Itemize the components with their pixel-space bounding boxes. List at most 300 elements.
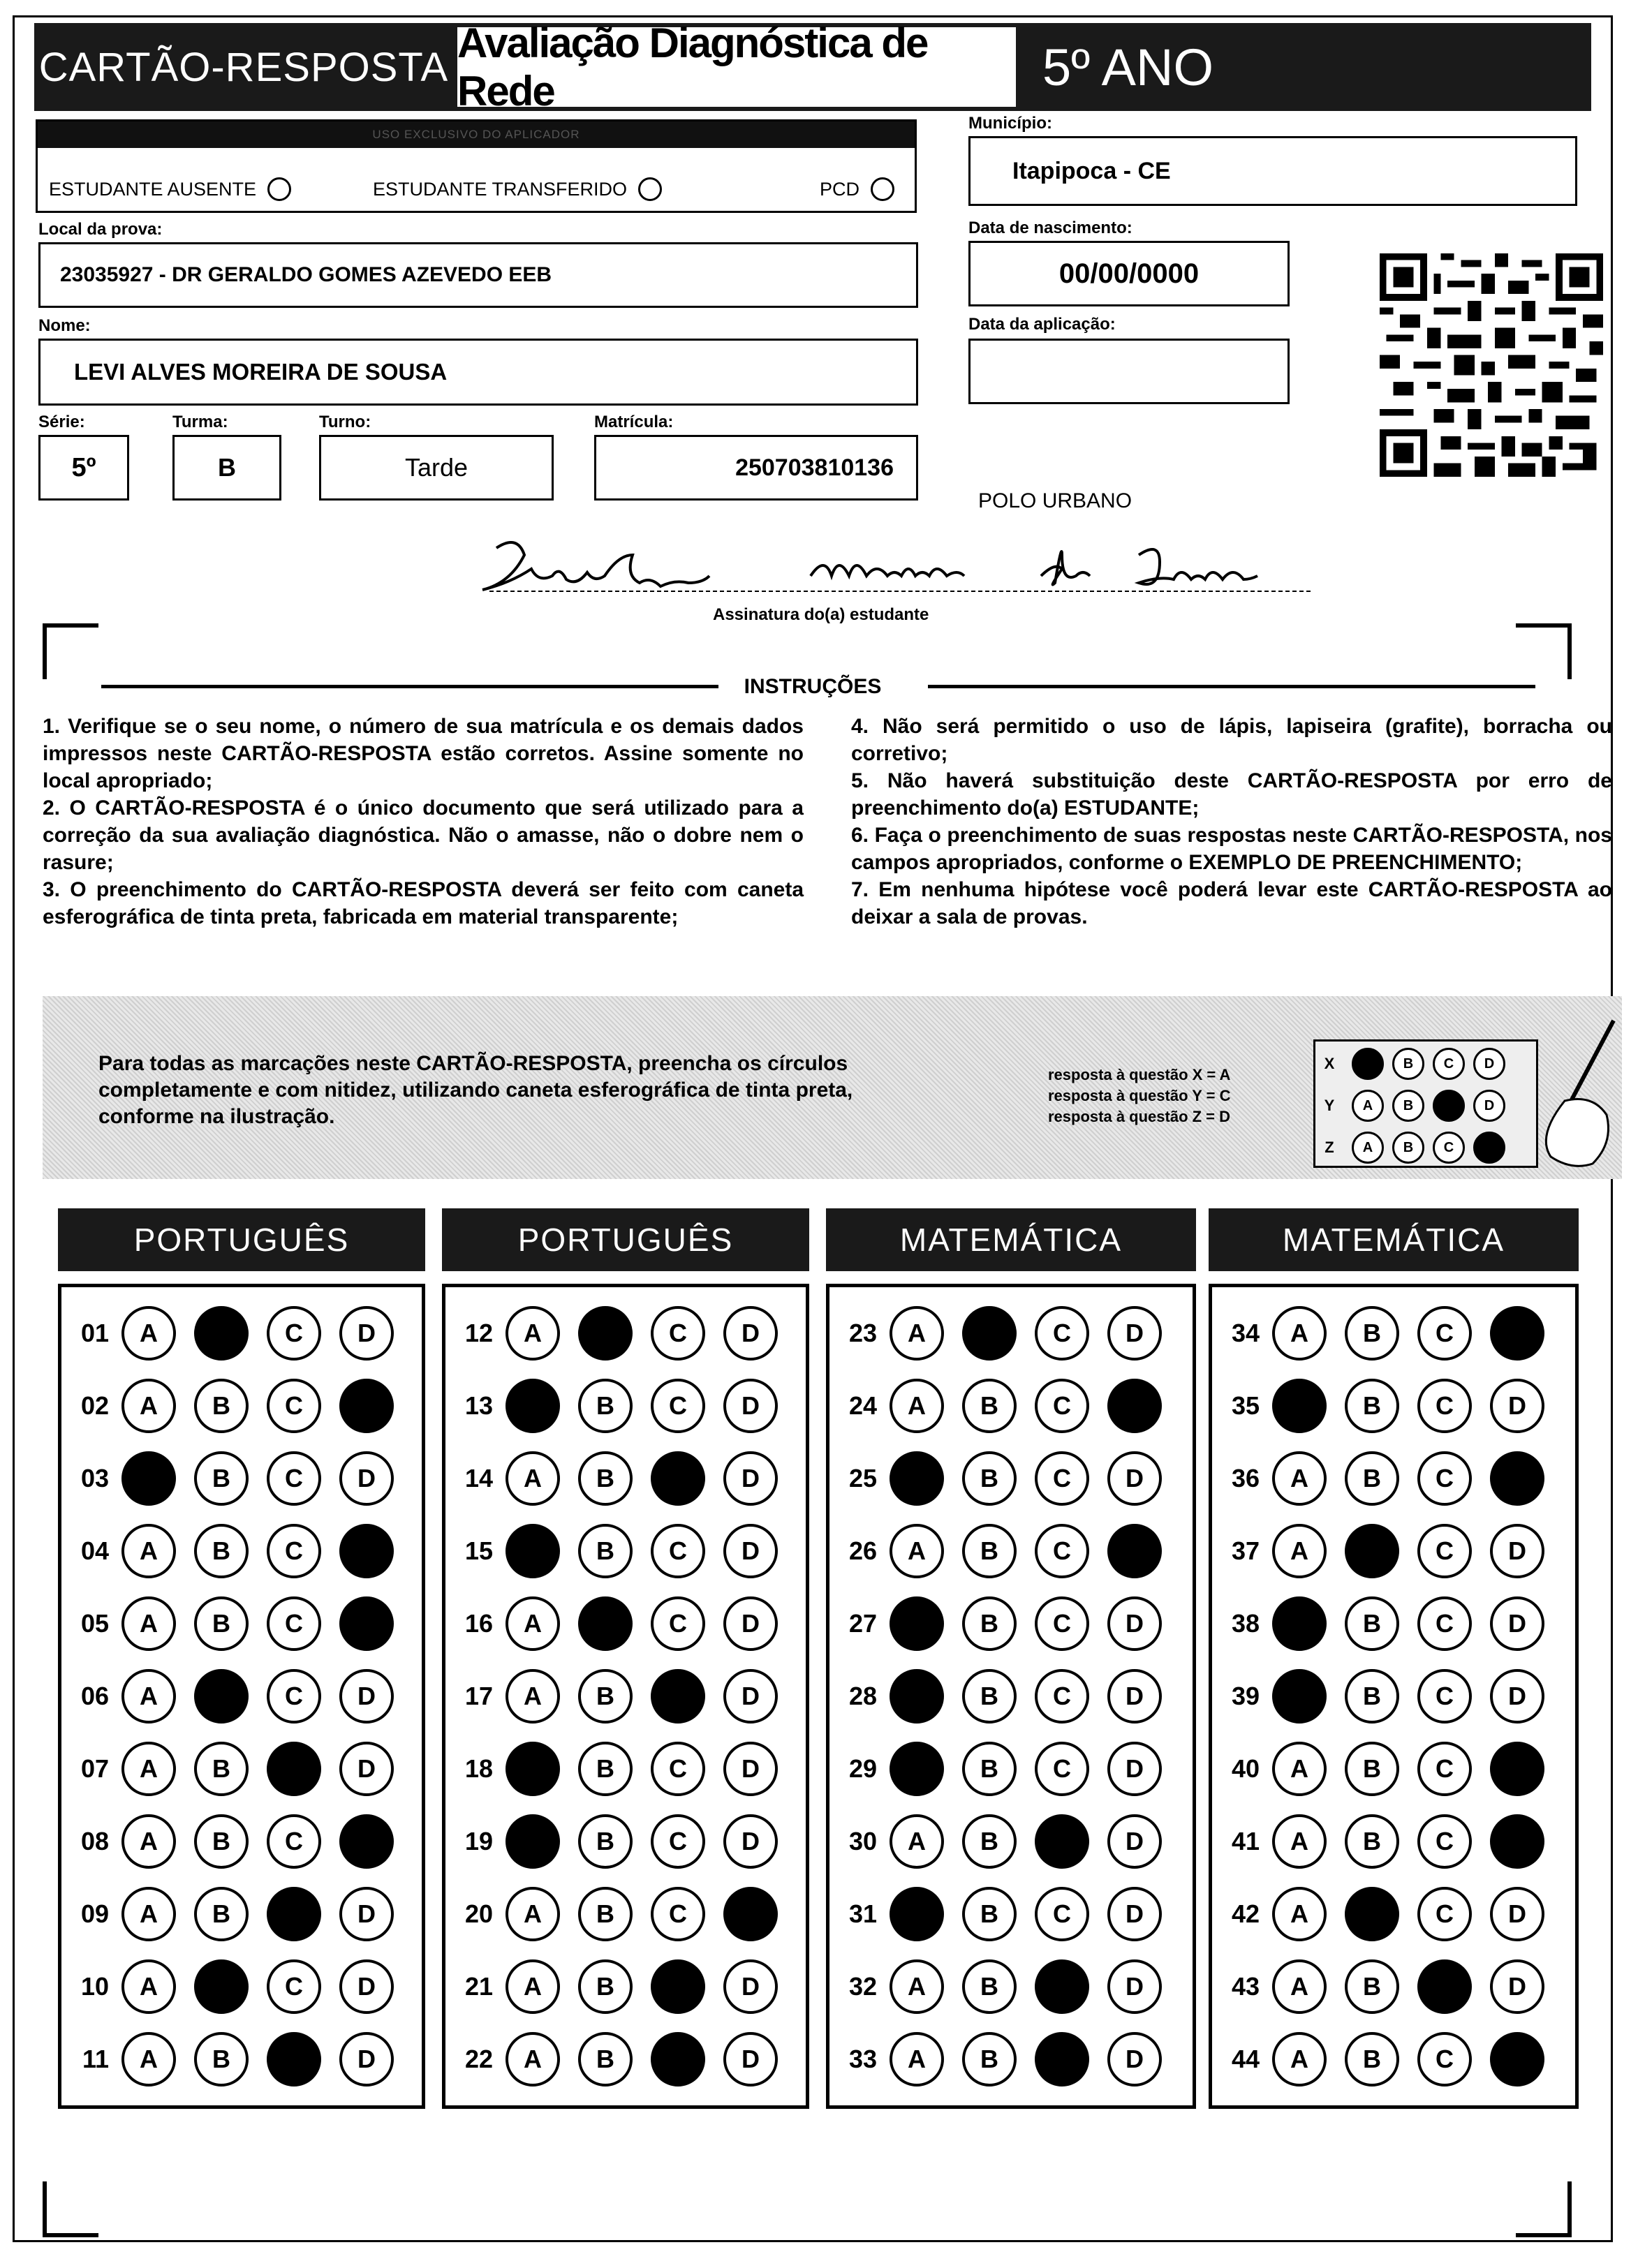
answer-bubble-a[interactable]: A <box>121 1887 176 1941</box>
question-row <box>61 1370 422 1442</box>
instructions-title: INSTRUÇÕES <box>744 675 882 698</box>
answer-bubble-c[interactable]: C <box>1417 1742 1472 1796</box>
answer-bubble-c[interactable]: C <box>267 1451 321 1506</box>
answer-bubble-a[interactable] <box>890 1887 944 1941</box>
answer-bubble-c[interactable]: C <box>1035 1379 1089 1433</box>
answer-bubble-c[interactable]: C <box>1417 1887 1472 1941</box>
answer-bubble-a[interactable]: A <box>1272 1887 1327 1941</box>
example-key: Z <box>1325 1139 1334 1156</box>
option-label: ESTUDANTE TRANSFERIDO <box>373 178 628 200</box>
answer-bubble-d[interactable] <box>1490 1306 1544 1361</box>
answer-bubble-b[interactable]: B <box>1345 1669 1399 1724</box>
answer-bubble-c[interactable]: C <box>651 1596 705 1651</box>
answer-bubble-c[interactable]: C <box>267 1596 321 1651</box>
answer-bubble-c[interactable] <box>651 1959 705 2014</box>
answer-bubble-d[interactable] <box>1490 2032 1544 2087</box>
question-row <box>445 1442 806 1515</box>
shift-value: Tarde <box>404 453 468 482</box>
question-number: 29 <box>848 1754 877 1783</box>
answer-bubble-d[interactable]: D <box>723 1451 778 1506</box>
legend-item: resposta à questão Z = D <box>1048 1108 1231 1125</box>
question-number: 43 <box>1231 1972 1260 2001</box>
answer-bubble-b[interactable]: B <box>578 1742 633 1796</box>
answer-bubble-a[interactable]: A <box>121 1814 176 1869</box>
answer-bubble-b[interactable]: B <box>1345 1451 1399 1506</box>
answer-bubble-a[interactable]: A <box>1272 1451 1327 1506</box>
municipio-label: Município: <box>968 114 1052 133</box>
answer-bubble-c[interactable]: C <box>1035 1524 1089 1578</box>
birthdate-label: Data de nascimento: <box>968 218 1132 237</box>
answer-bubble-a[interactable] <box>506 1379 560 1433</box>
answer-bubble-d[interactable]: D <box>723 1959 778 2014</box>
answer-bubble-d[interactable] <box>339 1596 394 1651</box>
section-box <box>1209 1284 1579 2109</box>
answer-bubble-c[interactable]: C <box>267 1959 321 2014</box>
answer-bubble-c[interactable] <box>1035 1814 1089 1869</box>
question-row <box>61 1587 422 1660</box>
instruction-item: 3. O preenchimento do CARTÃO-RESPOSTA deverá ser feito com caneta esferográfica de tinta preta, fabricada em material transparente; <box>43 878 804 928</box>
answer-bubble-d[interactable] <box>1490 1742 1544 1796</box>
question-number: 23 <box>848 1319 877 1347</box>
answer-bubble-d[interactable]: D <box>723 1524 778 1578</box>
answer-bubble-a[interactable]: A <box>121 1742 176 1796</box>
question-number: 36 <box>1231 1464 1260 1492</box>
option-label: ESTUDANTE AUSENTE <box>49 178 257 200</box>
question-row <box>1212 1878 1575 1950</box>
answer-bubble-d[interactable]: D <box>1490 1379 1544 1433</box>
question-number: 41 <box>1231 1827 1260 1855</box>
question-row <box>61 1733 422 1805</box>
answer-bubble-c[interactable]: C <box>1417 1814 1472 1869</box>
answer-bubble-b[interactable]: B <box>962 1814 1017 1869</box>
example-bubble: D <box>1473 1048 1505 1080</box>
answer-bubble-d[interactable]: D <box>723 1379 778 1433</box>
answer-bubble-c[interactable] <box>651 2032 705 2087</box>
answer-bubble-c[interactable]: C <box>267 1306 321 1361</box>
example-legend <box>1048 1065 1230 1127</box>
question-number: 37 <box>1231 1536 1260 1565</box>
question-number: 11 <box>82 2045 109 2073</box>
header-left-title: CARTÃO-RESPOSTA <box>38 44 449 90</box>
corner-mark <box>43 623 98 679</box>
answer-bubble-a[interactable] <box>890 1742 944 1796</box>
question-number: 38 <box>1231 1609 1260 1638</box>
answer-bubble-a[interactable] <box>121 1451 176 1506</box>
answer-bubble-a[interactable]: A <box>121 1306 176 1361</box>
answer-bubble-d[interactable]: D <box>1107 1451 1162 1506</box>
question-row <box>445 1733 806 1805</box>
question-number: 09 <box>80 1899 109 1928</box>
answer-bubble-b[interactable] <box>578 1306 633 1361</box>
answer-bubble-d[interactable]: D <box>723 2032 778 2087</box>
question-row <box>445 1515 806 1587</box>
answer-bubble-b[interactable] <box>1345 1524 1399 1578</box>
answer-bubble-d[interactable]: D <box>723 1669 778 1724</box>
question-number: 19 <box>464 1827 493 1855</box>
example-bubble: A <box>1352 1132 1384 1164</box>
question-number: 34 <box>1231 1319 1260 1347</box>
answer-bubble-d[interactable]: D <box>1490 1596 1544 1651</box>
instruction-item: 1. Verifique se o seu nome, o número de sua matrícula e os demais dados impressos neste CARTÃO-RESPOSTA estão corretos. Assine somente no local apropriado; <box>43 715 804 792</box>
question-number: 07 <box>80 1754 109 1783</box>
question-number: 26 <box>848 1536 877 1565</box>
question-number: 04 <box>80 1536 109 1565</box>
question-number: 27 <box>848 1609 877 1638</box>
answer-bubble-d[interactable]: D <box>723 1742 778 1796</box>
answer-bubble-a[interactable]: A <box>506 1451 560 1506</box>
answer-bubble-c[interactable]: C <box>267 1814 321 1869</box>
answer-bubble-c[interactable]: C <box>651 1887 705 1941</box>
question-number: 21 <box>464 1972 493 2001</box>
answer-bubble-b[interactable]: B <box>194 1596 249 1651</box>
answer-bubble-d[interactable] <box>1107 1524 1162 1578</box>
answer-bubble-d[interactable]: D <box>723 1596 778 1651</box>
answer-bubble-b[interactable]: B <box>578 1379 633 1433</box>
answer-bubble-d[interactable]: D <box>723 1814 778 1869</box>
question-row <box>1212 1297 1575 1370</box>
answer-bubble-d[interactable]: D <box>1490 1524 1544 1578</box>
answer-bubble-c[interactable] <box>267 1887 321 1941</box>
answer-bubble-c[interactable] <box>267 2032 321 2087</box>
answer-bubble-b[interactable]: B <box>962 1887 1017 1941</box>
answer-bubble-a[interactable]: A <box>121 2032 176 2087</box>
question-row <box>829 1878 1193 1950</box>
option-bubble[interactable] <box>871 177 894 201</box>
answer-bubble-c[interactable] <box>1417 1959 1472 2014</box>
answer-bubble-d[interactable]: D <box>339 1306 394 1361</box>
municipio-value: Itapipoca - CE <box>1012 157 1171 184</box>
applicator-title: USO EXCLUSIVO DO APLICADOR <box>38 121 915 148</box>
answer-bubble-a[interactable]: A <box>1272 1306 1327 1361</box>
answer-bubble-b[interactable]: B <box>1345 1814 1399 1869</box>
answer-bubble-a[interactable] <box>1272 1669 1327 1724</box>
option-pcd[interactable] <box>820 177 894 201</box>
question-row <box>829 1950 1193 2023</box>
example-bubble: B <box>1392 1132 1424 1164</box>
answer-bubble-c[interactable]: C <box>267 1379 321 1433</box>
answer-bubble-c[interactable]: C <box>1035 1596 1089 1651</box>
answer-bubble-d[interactable]: D <box>339 1887 394 1941</box>
instruction-item: 4. Não será permitido o uso de lápis, lapiseira (grafite), borracha ou corretivo; <box>851 715 1612 765</box>
name-label: Nome: <box>38 316 91 335</box>
answer-bubble-b[interactable]: B <box>194 2032 249 2087</box>
question-number: 12 <box>464 1319 493 1347</box>
question-row <box>445 1878 806 1950</box>
answer-bubble-d[interactable] <box>339 1814 394 1869</box>
question-number: 32 <box>848 1972 877 2001</box>
answer-bubble-c[interactable]: C <box>1035 1451 1089 1506</box>
answer-bubble-b[interactable]: B <box>1345 2032 1399 2087</box>
answer-bubble-a[interactable]: A <box>506 1596 560 1651</box>
question-row <box>1212 1442 1575 1515</box>
answer-bubble-d[interactable]: D <box>339 2032 394 2087</box>
answer-bubble-c[interactable] <box>1035 2032 1089 2087</box>
option-bubble[interactable] <box>267 177 291 201</box>
question-number: 30 <box>848 1827 877 1855</box>
answer-bubble-b[interactable]: B <box>578 2032 633 2087</box>
option-absent[interactable] <box>49 177 291 201</box>
answer-bubble-a[interactable] <box>1272 1379 1327 1433</box>
answer-bubble-c[interactable]: C <box>1417 1596 1472 1651</box>
answer-bubble-b[interactable]: B <box>194 1814 249 1869</box>
answer-bubble-a[interactable]: A <box>890 1959 944 2014</box>
answer-bubble-a[interactable]: A <box>121 1959 176 2014</box>
question-row <box>61 1442 422 1515</box>
example-row <box>1315 1085 1536 1127</box>
legend-item: resposta à questão Y = C <box>1048 1087 1231 1104</box>
option-label: PCD <box>820 178 860 200</box>
answer-bubble-d[interactable]: D <box>1490 1887 1544 1941</box>
question-number: 01 <box>80 1319 109 1347</box>
example-bubble: B <box>1392 1048 1424 1080</box>
answer-bubble-c[interactable]: C <box>651 1306 705 1361</box>
answer-bubble-b[interactable]: B <box>1345 1959 1399 2014</box>
answer-bubble-d[interactable]: D <box>1107 1742 1162 1796</box>
answer-bubble-d[interactable] <box>339 1379 394 1433</box>
answer-bubble-c[interactable] <box>651 1669 705 1724</box>
answer-bubble-c[interactable]: C <box>1035 1742 1089 1796</box>
answer-bubble-b[interactable]: B <box>962 1596 1017 1651</box>
answer-bubble-d[interactable]: D <box>1490 1669 1544 1724</box>
question-row <box>61 1660 422 1733</box>
question-row <box>445 2023 806 2096</box>
answer-bubble-b[interactable]: B <box>1345 1596 1399 1651</box>
name-field <box>38 339 918 406</box>
answer-bubble-c[interactable] <box>267 1742 321 1796</box>
instructions-right <box>851 713 1612 931</box>
name-value: LEVI ALVES MOREIRA DE SOUSA <box>74 359 448 385</box>
option-bubble[interactable] <box>638 177 662 201</box>
answer-bubble-a[interactable] <box>506 1524 560 1578</box>
answer-bubble-d[interactable]: D <box>1107 1814 1162 1869</box>
answer-bubble-d[interactable] <box>723 1887 778 1941</box>
answer-bubble-a[interactable]: A <box>506 1959 560 2014</box>
example-bubble <box>1352 1048 1384 1080</box>
grade-value: 5º <box>71 452 96 482</box>
question-number: 40 <box>1231 1754 1260 1783</box>
answer-bubble-a[interactable]: A <box>506 1887 560 1941</box>
example-row <box>1315 1043 1536 1085</box>
example-bubble: C <box>1433 1048 1465 1080</box>
answer-bubble-c[interactable] <box>651 1451 705 1506</box>
answer-bubble-b[interactable]: B <box>194 1524 249 1578</box>
corner-mark <box>43 2181 98 2237</box>
answer-bubble-a[interactable]: A <box>1272 1814 1327 1869</box>
example-bubble: D <box>1473 1090 1505 1122</box>
answer-bubble-d[interactable]: D <box>723 1306 778 1361</box>
answer-bubble-d[interactable]: D <box>1107 1959 1162 2014</box>
answer-bubble-a[interactable]: A <box>121 1379 176 1433</box>
answer-bubble-b[interactable]: B <box>194 1379 249 1433</box>
answer-bubble-d[interactable]: D <box>1107 1596 1162 1651</box>
question-row <box>1212 1515 1575 1587</box>
answer-bubble-a[interactable]: A <box>890 1379 944 1433</box>
answer-bubble-b[interactable]: B <box>194 1887 249 1941</box>
answer-bubble-d[interactable]: D <box>339 1669 394 1724</box>
question-number: 15 <box>464 1536 493 1565</box>
answer-bubble-d[interactable]: D <box>339 1959 394 2014</box>
answer-bubble-d[interactable]: D <box>339 1451 394 1506</box>
question-number: 06 <box>80 1682 109 1710</box>
question-number: 05 <box>80 1609 109 1638</box>
answer-bubble-d[interactable]: D <box>1490 1959 1544 2014</box>
question-number: 25 <box>848 1464 877 1492</box>
question-row <box>829 1660 1193 1733</box>
answer-bubble-b[interactable]: B <box>578 1959 633 2014</box>
birthdate-field <box>968 241 1290 306</box>
question-row <box>1212 1733 1575 1805</box>
question-number: 17 <box>464 1682 493 1710</box>
answer-bubble-c[interactable]: C <box>1417 1524 1472 1578</box>
municipio-field <box>968 136 1577 206</box>
answer-bubble-b[interactable] <box>1345 1887 1399 1941</box>
answer-bubble-c[interactable]: C <box>1035 1887 1089 1941</box>
answer-bubble-b[interactable]: B <box>962 1742 1017 1796</box>
answer-bubble-c[interactable]: C <box>651 1742 705 1796</box>
answer-bubble-a[interactable] <box>890 1669 944 1724</box>
question-row <box>829 1442 1193 1515</box>
answer-bubble-a[interactable]: A <box>506 2032 560 2087</box>
signature-label: Assinatura do(a) estudante <box>713 605 929 624</box>
instruction-item: 6. Faça o preenchimento de suas respostas neste CARTÃO-RESPOSTA, nos campos apropriados, conforme o EXEMPLO DE PREENCHIMENTO; <box>851 824 1612 874</box>
example-bubble: C <box>1433 1132 1465 1164</box>
question-number: 24 <box>848 1391 877 1420</box>
answer-bubble-a[interactable] <box>890 1596 944 1651</box>
answer-bubble-a[interactable] <box>890 1451 944 1506</box>
answer-bubble-d[interactable]: D <box>1107 1669 1162 1724</box>
qr-code <box>1376 253 1607 477</box>
question-row <box>61 1805 422 1878</box>
answer-bubble-d[interactable]: D <box>339 1742 394 1796</box>
answer-bubble-c[interactable]: C <box>651 1524 705 1578</box>
divider <box>928 685 1535 688</box>
local-value: 23035927 - DR GERALDO GOMES AZEVEDO EEB <box>60 263 552 286</box>
answer-bubble-c[interactable]: C <box>1417 1379 1472 1433</box>
answer-bubble-b[interactable] <box>194 1669 249 1724</box>
question-row <box>61 1297 422 1370</box>
answer-bubble-d[interactable]: D <box>1107 2032 1162 2087</box>
instruction-item: 2. O CARTÃO-RESPOSTA é o único documento que será utilizado para a correção da sua avaliação diagnóstica. Não o amasse, não o dobre nem o rasure; <box>43 796 804 874</box>
answer-bubble-a[interactable]: A <box>890 1524 944 1578</box>
answer-bubble-c[interactable]: C <box>267 1669 321 1724</box>
answer-bubble-b[interactable]: B <box>962 1524 1017 1578</box>
question-row <box>61 1950 422 2023</box>
answer-bubble-b[interactable] <box>194 1306 249 1361</box>
answer-bubble-b[interactable]: B <box>578 1524 633 1578</box>
answer-bubble-b[interactable]: B <box>194 1451 249 1506</box>
section-header: PORTUGUÊS <box>442 1208 809 1271</box>
local-label: Local da prova: <box>38 220 163 239</box>
question-number: 03 <box>80 1464 109 1492</box>
answer-bubble-a[interactable]: A <box>1272 1959 1327 2014</box>
question-number: 10 <box>80 1972 109 2001</box>
answer-bubble-b[interactable]: B <box>578 1814 633 1869</box>
answer-bubble-c[interactable]: C <box>1417 1669 1472 1724</box>
answer-bubble-b[interactable]: B <box>1345 1306 1399 1361</box>
answer-bubble-a[interactable]: A <box>890 2032 944 2087</box>
answer-bubble-b[interactable]: B <box>578 1669 633 1724</box>
answer-bubble-c[interactable]: C <box>267 1524 321 1578</box>
answer-bubble-a[interactable] <box>506 1814 560 1869</box>
answer-bubble-b[interactable] <box>962 1306 1017 1361</box>
answer-bubble-d[interactable] <box>1107 1379 1162 1433</box>
section-header: MATEMÁTICA <box>1209 1208 1579 1271</box>
answer-bubble-b[interactable]: B <box>1345 1379 1399 1433</box>
application-date-field[interactable] <box>968 339 1290 404</box>
corner-mark <box>1516 623 1572 679</box>
answer-bubble-a[interactable]: A <box>506 1669 560 1724</box>
answer-bubble-a[interactable] <box>506 1742 560 1796</box>
answer-bubble-b[interactable]: B <box>194 1742 249 1796</box>
section-box <box>442 1284 809 2109</box>
answer-bubble-c[interactable] <box>1035 1959 1089 2014</box>
example-key: X <box>1324 1055 1335 1072</box>
section-header: PORTUGUÊS <box>58 1208 425 1271</box>
answer-bubble-c[interactable]: C <box>1035 1669 1089 1724</box>
option-transferred[interactable] <box>373 177 662 201</box>
answer-bubble-b[interactable]: B <box>962 1379 1017 1433</box>
answer-bubble-c[interactable]: C <box>651 1379 705 1433</box>
answer-bubble-a[interactable]: A <box>1272 1742 1327 1796</box>
answer-bubble-c[interactable]: C <box>1035 1306 1089 1361</box>
answer-bubble-a[interactable]: A <box>121 1596 176 1651</box>
signature <box>448 527 1327 611</box>
grade-field <box>38 435 129 501</box>
answer-bubble-a[interactable] <box>1272 1596 1327 1651</box>
answer-bubble-d[interactable] <box>1490 1814 1544 1869</box>
answer-bubble-a[interactable]: A <box>121 1669 176 1724</box>
answer-bubble-a[interactable]: A <box>121 1524 176 1578</box>
answer-bubble-b[interactable] <box>194 1959 249 2014</box>
answer-bubble-b[interactable]: B <box>962 1669 1017 1724</box>
question-number: 02 <box>80 1391 109 1420</box>
answer-bubble-c[interactable]: C <box>1417 1451 1472 1506</box>
answer-bubble-c[interactable]: C <box>1417 2032 1472 2087</box>
answer-bubble-d[interactable]: D <box>1107 1887 1162 1941</box>
question-row <box>445 1297 806 1370</box>
answer-bubble-a[interactable]: A <box>506 1306 560 1361</box>
question-number: 44 <box>1231 2045 1260 2073</box>
header-mid-title: Avaliação Diagnóstica de Rede <box>457 27 1016 107</box>
question-row <box>1212 1587 1575 1660</box>
answer-bubble-b[interactable]: B <box>1345 1742 1399 1796</box>
grade-label: Série: <box>38 413 85 431</box>
answer-bubble-d[interactable] <box>1490 1451 1544 1506</box>
answer-bubble-d[interactable] <box>339 1524 394 1578</box>
answer-bubble-b[interactable]: B <box>962 1451 1017 1506</box>
question-row <box>829 1587 1193 1660</box>
answer-bubble-b[interactable]: B <box>962 2032 1017 2087</box>
example-row <box>1315 1127 1536 1169</box>
answer-bubble-b[interactable]: B <box>578 1451 633 1506</box>
answer-bubble-b[interactable] <box>578 1596 633 1651</box>
answer-bubble-a[interactable]: A <box>890 1814 944 1869</box>
answer-bubble-d[interactable]: D <box>1107 1306 1162 1361</box>
answer-bubble-a[interactable]: A <box>1272 1524 1327 1578</box>
answer-bubble-a[interactable]: A <box>1272 2032 1327 2087</box>
answer-bubble-a[interactable]: A <box>890 1306 944 1361</box>
question-row <box>829 1733 1193 1805</box>
answer-bubble-c[interactable]: C <box>1417 1306 1472 1361</box>
answer-bubble-c[interactable]: C <box>651 1814 705 1869</box>
answer-bubble-b[interactable]: B <box>962 1959 1017 2014</box>
answer-bubble-b[interactable]: B <box>578 1887 633 1941</box>
section-box <box>58 1284 425 2109</box>
class-label: Turma: <box>172 413 228 431</box>
question-number: 39 <box>1231 1682 1260 1710</box>
question-number: 13 <box>464 1391 493 1420</box>
enrollment-value: 250703810136 <box>735 454 894 481</box>
